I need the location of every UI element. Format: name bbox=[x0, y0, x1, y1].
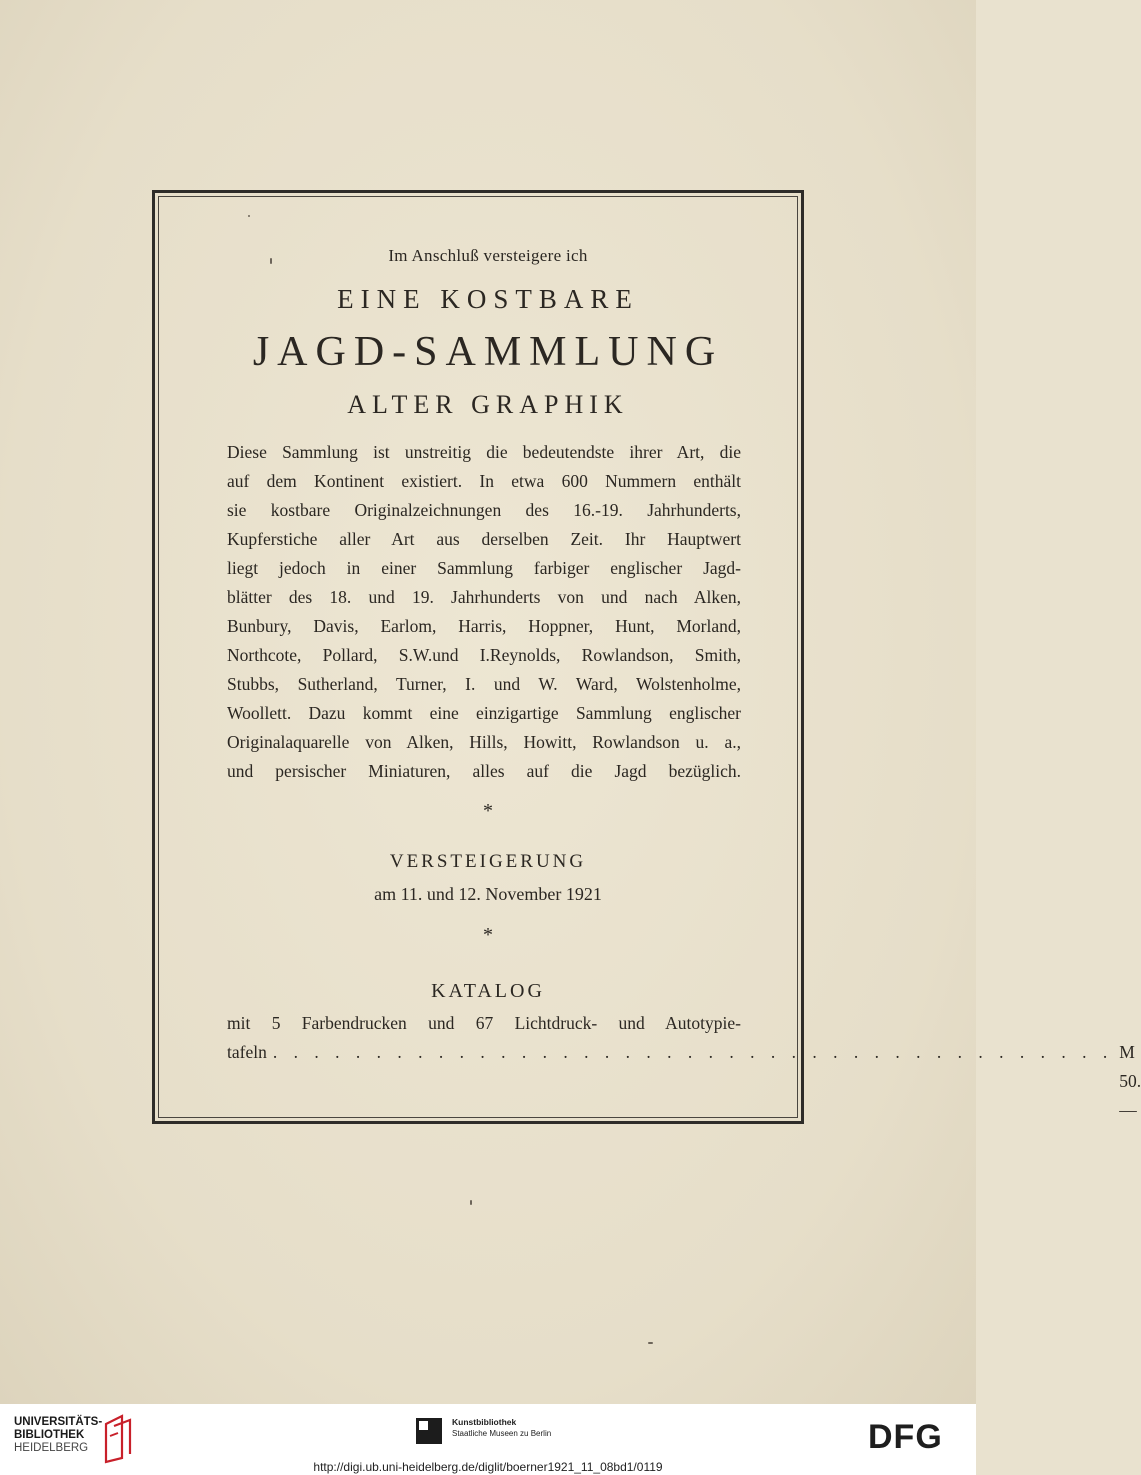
ub-line-3: HEIDELBERG bbox=[14, 1442, 89, 1454]
description-line: Bunbury, Davis, Earlom, Harris, Hoppner, Hunt, Morland, bbox=[227, 616, 741, 636]
description-line: sie kostbare Originalzeichnungen des 16.-19. Jahrhunderts, bbox=[227, 500, 741, 520]
auction-heading: VERSTEIGERUNG bbox=[389, 851, 587, 872]
description-line: Stubbs, Sutherland, Turner, I. und W. Ward, Wolstenholme, bbox=[227, 674, 741, 694]
description-line: Woollett. Dazu kommt eine einzigartige Sammlung englischer bbox=[227, 703, 741, 723]
ub-line-2: BIBLIOTHEK bbox=[14, 1429, 85, 1441]
kunstbibliothek-title: Kunstbibliothek bbox=[452, 1417, 517, 1427]
title-line-3: ALTER GRAPHIK bbox=[347, 390, 629, 419]
kunstbibliothek-subtitle: Staatliche Museen zu Berlin bbox=[452, 1429, 552, 1438]
star-ornament: * bbox=[483, 924, 493, 946]
description-line: Northcote, Pollard, S.W.und I.Reynolds, Rowlandson, Smith, bbox=[227, 645, 741, 665]
kunstbibliothek-mark-icon bbox=[416, 1418, 442, 1444]
catalog-description bbox=[227, 1009, 1141, 1125]
title-line-2: JAGD-SAMMLUNG bbox=[252, 329, 724, 375]
dfg-logo[interactable]: DFG bbox=[868, 1418, 943, 1456]
digitization-footer bbox=[0, 1404, 976, 1475]
ub-heidelberg-mark-icon bbox=[100, 1414, 136, 1464]
ub-line-1: UNIVERSITÄTS- bbox=[14, 1416, 103, 1428]
leader-dots: . . . . . . . . . . . . . . . . . . . . . . . . . . . . . . . . . . . . . . . . . bbox=[272, 1042, 1114, 1062]
auction-date: am 11. und 12. November 1921 bbox=[374, 884, 602, 904]
catalog-line: mit 5 Farbendrucken und 67 Lichtdruck- und Autotypie- bbox=[227, 1013, 741, 1033]
ub-heidelberg-logo-text[interactable] bbox=[14, 1416, 102, 1455]
description-paragraph bbox=[227, 438, 741, 786]
kunstbibliothek-label[interactable] bbox=[452, 1417, 551, 1439]
description-line: Kupferstiche aller Art aus derselben Zeit. Ihr Hauptwert bbox=[227, 529, 741, 549]
catalog-price: M 50.— bbox=[1119, 1042, 1141, 1120]
catalog-price-row bbox=[227, 1038, 1141, 1125]
star-ornament: * bbox=[483, 800, 493, 822]
permalink-url[interactable]: http://digi.ub.uni-heidelberg.de/diglit/boerner1921_11_08bd1/0119 bbox=[313, 1460, 663, 1474]
description-line: blätter des 18. und 19. Jahrhunderts von und nach Alken, bbox=[227, 587, 741, 607]
description-line: und persischer Miniaturen, alles auf die Jagd bezüglich. bbox=[227, 761, 741, 781]
description-line: liegt jedoch in einer Sammlung farbiger englischer Jagd- bbox=[227, 558, 741, 578]
catalog-heading: KATALOG bbox=[431, 980, 545, 1002]
catalog-word: tafeln bbox=[227, 1042, 267, 1062]
paper-speck bbox=[470, 1200, 472, 1205]
paper-speck bbox=[648, 1342, 653, 1344]
paper-speck bbox=[248, 215, 250, 217]
title-line-1: EINE KOSTBARE bbox=[337, 284, 639, 314]
description-line: Diese Sammlung ist unstreitig die bedeutendste ihrer Art, die bbox=[227, 442, 741, 462]
description-line: auf dem Kontinent existiert. In etwa 600 Nummern enthält bbox=[227, 471, 741, 491]
description-line: Originalaquarelle von Alken, Hills, Howitt, Rowlandson u. a., bbox=[227, 732, 741, 752]
intro-line: Im Anschluß versteigere ich bbox=[388, 246, 588, 265]
